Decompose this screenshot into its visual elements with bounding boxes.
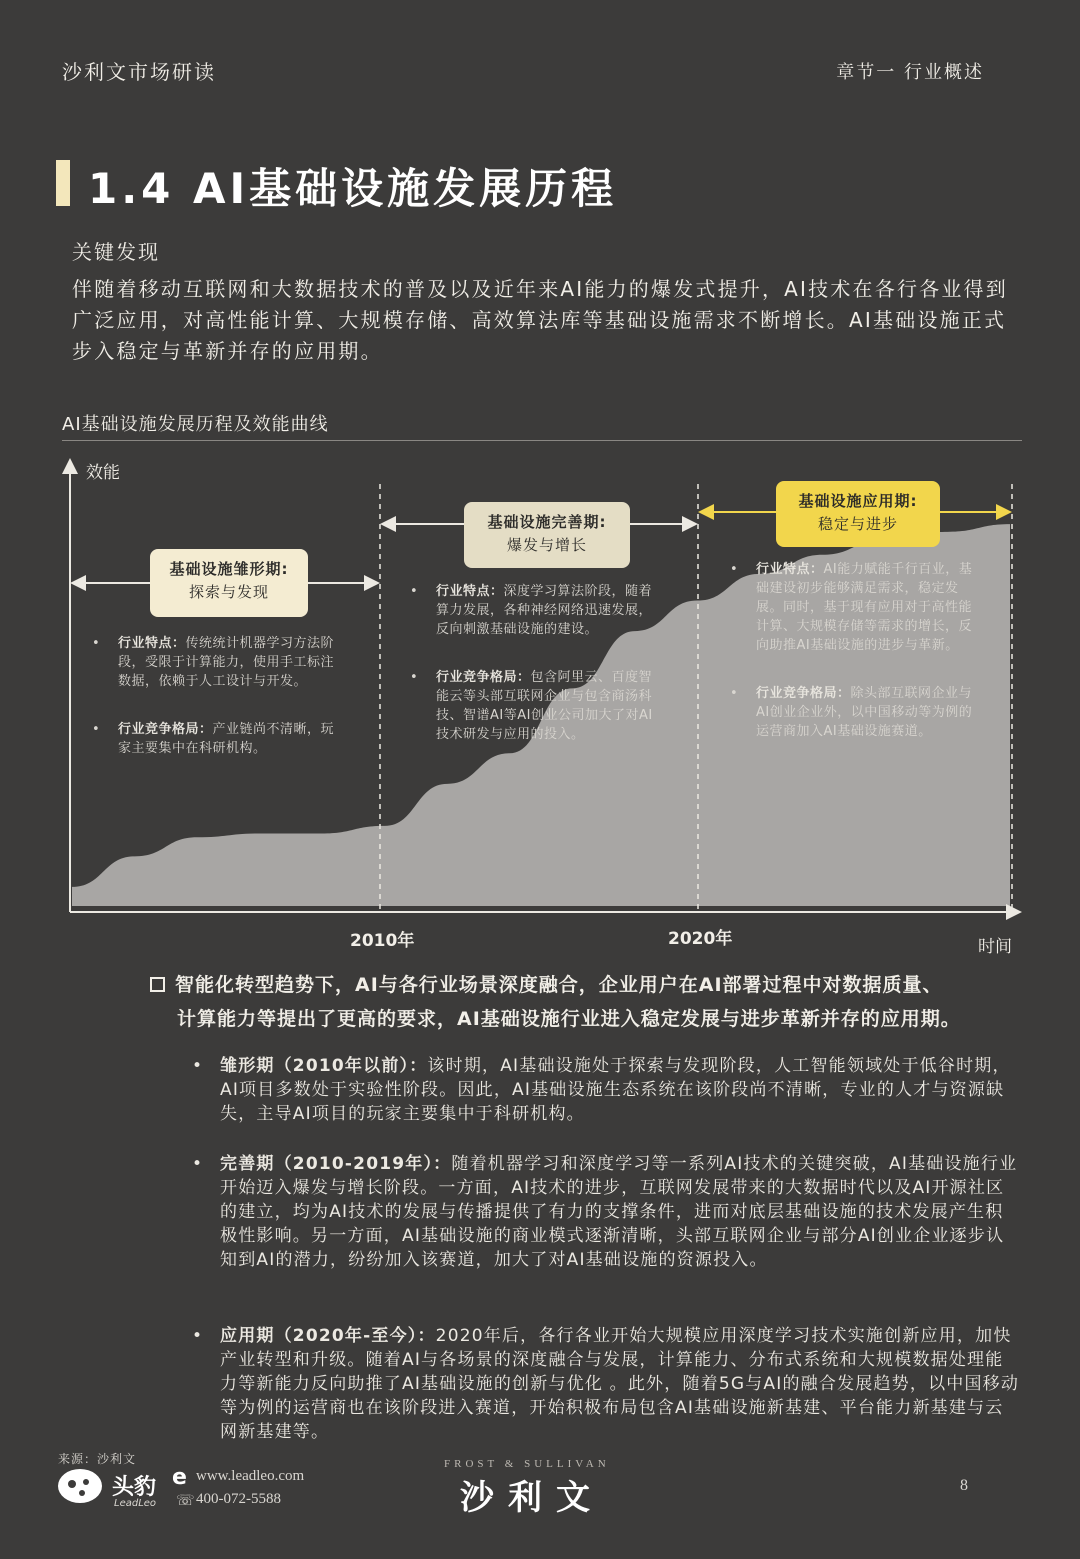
stage-name: 基础设施应用期: <box>798 492 918 510</box>
stage3-bullet-1: • 行业特点：AI能力赋能千行百业，基础建设初步能够满足需求，稳定发展。同时，基于现有应用对于高性能计算、大规模存储等需求的增长，反向助推AI基础设施的进步与革新。 <box>730 562 973 653</box>
stage-sub: 探索与发现 <box>188 583 269 601</box>
leadleo-logo-icon <box>56 1466 108 1506</box>
stage2-bullet-1: • 行业特点：深度学习算法阶段，随着算力发展，各种神经网络迅速发展，反向刺激基础设施的建设。 <box>410 584 653 637</box>
stage-box-application <box>776 481 940 547</box>
stage-name: 基础设施完善期: <box>487 513 607 531</box>
bullet-dot: • <box>192 1056 204 1076</box>
leadleo-logo-sub: LeadLeo <box>114 1498 157 1509</box>
bullet-dot: • <box>192 1326 204 1346</box>
key-findings-text: 伴随着移动互联网和大数据技术的普及以及近年来AI能力的爆发式提升，AI技术在各行各业得到广泛应用，对高性能计算、大规模存储、高效算法库等基础设施需求不断增长。AI基础设施正式步入稳定与革新并存的应用期。 <box>72 277 1008 363</box>
bullet-dot: • <box>730 686 739 701</box>
stage-name: 基础设施雏形期: <box>169 560 289 578</box>
section-embryonic: • 雏形期（2010年以前）：该时期，AI基础设施处于探索与发现阶段，人工智能领域处于低谷时期，AI项目多数处于实验性阶段。因此，AI基础设施生态系统在该阶段尚不清晰，专业的人才与资源缺失，主导AI项目的玩家主要集中于科研机构。 <box>192 1056 1011 1124</box>
summary <box>150 968 1040 1036</box>
section-growth: • 完善期（2010-2019年）：随着机器学习和深度学习等一系列AI技术的关键突破，AI基础设施行业开始迈入爆发与增长阶段。一方面，AI技术的进步，互联网发展带来的大数据时代以及AI开源社区的建立，均为AI技术的发展与传播提供了有力的支撑条件，进而对底层基础设施的技术发展产生积极性影响。另一方面，AI基础设施的商业模式逐渐清晰，头部互联网企业与部分AI创业企业逐步认知到AI的潜力，纷纷加入该赛道，加大了对AI基础设施的资源投入。 <box>192 1154 1018 1270</box>
stage-sub: 爆发与增长 <box>506 536 587 554</box>
web-e-icon: e <box>172 1465 187 1490</box>
footer-website[interactable]: www.leadleo.com <box>196 1468 305 1484</box>
bullet-dot: • <box>410 584 419 599</box>
stage-box-growth <box>464 502 630 568</box>
header-chapter: 章节一 行业概述 <box>836 62 984 83</box>
x-tick-2010: 2010年 <box>350 931 415 951</box>
footer-phone: 400-072-5588 <box>196 1491 281 1507</box>
stage3-bullet-2: • 行业竞争格局：除头部互联网企业与AI创业企业外，以中国移动等为例的运营商加入AI基础设施赛道。 <box>730 686 973 739</box>
summary-line-1: 智能化转型趋势下，AI与各行业场景深度融合，企业用户在AI部署过程中对数据质量、 <box>150 968 1040 1002</box>
stage1-bullet-1: • 行业特点：传统统计机器学习方法阶段，受限于计算能力，使用手工标注数据，依赖于人工设计与开发。 <box>92 636 335 689</box>
bullet-dot: • <box>410 670 419 685</box>
stage-box-embryonic <box>150 549 308 617</box>
stage2-bullet-2: • 行业竞争格局：包含阿里云、百度智能云等头部互联网企业与包含商汤科技、智谱AI等AI创业公司加大了对AI技术研发与应用的投入。 <box>410 670 653 742</box>
bullet-dot: • <box>730 562 739 577</box>
section-application: • 应用期（2020年-至今）：2020年后，各行各业开始大规模应用深度学习技术实施创新应用，加快产业转型和升级。随着AI与各场景的深度融合与发展，计算能力、分布式系统和大规模数据处理能力等新能力反向助推了AI基础设施的创新与优化 。此外，随着5G与AI的融合发展趋势，以中国移动等为例的运营商也在该阶段进入赛道，开始积极布局包含AI基础设施新基建、平台能力新基建与云网新基建等。 <box>192 1326 1020 1442</box>
checkbox-icon <box>150 977 165 992</box>
stage1-bullet-2: • 行业竞争格局：产业链尚不清晰，玩家主要集中在科研机构。 <box>92 722 335 756</box>
page-number: 8 <box>960 1477 968 1494</box>
leadleo-logo-text: 头豹 <box>112 1475 157 1500</box>
header-brand: 沙利文市场研读 <box>62 60 216 84</box>
page-title: 1.4 AI基础设施发展历程 <box>88 164 618 213</box>
bullet-dot: • <box>92 722 101 737</box>
bullet-dot: • <box>92 636 101 651</box>
key-findings-title: 关键发现 <box>72 240 160 264</box>
footer-source: 来源：沙利文 <box>58 1452 137 1466</box>
summary-line-2: 计算能力等提出了更高的要求，AI基础设施行业进入稳定发展与进步革新并存的应用期。 <box>177 1008 961 1030</box>
x-axis-label: 时间 <box>978 937 1012 957</box>
figure-title: AI基础设施发展历程及效能曲线 <box>62 414 329 435</box>
fs-logo-en: FROST & SULLIVAN <box>444 1458 610 1470</box>
y-axis-label: 效能 <box>86 463 120 483</box>
fs-logo-cn: 沙利文 <box>460 1478 604 1518</box>
stage-sub: 稳定与进步 <box>817 515 898 533</box>
bullet-dot: • <box>192 1154 204 1174</box>
x-tick-2020: 2020年 <box>668 929 733 949</box>
phone-icon: ☏ <box>176 1491 195 1509</box>
